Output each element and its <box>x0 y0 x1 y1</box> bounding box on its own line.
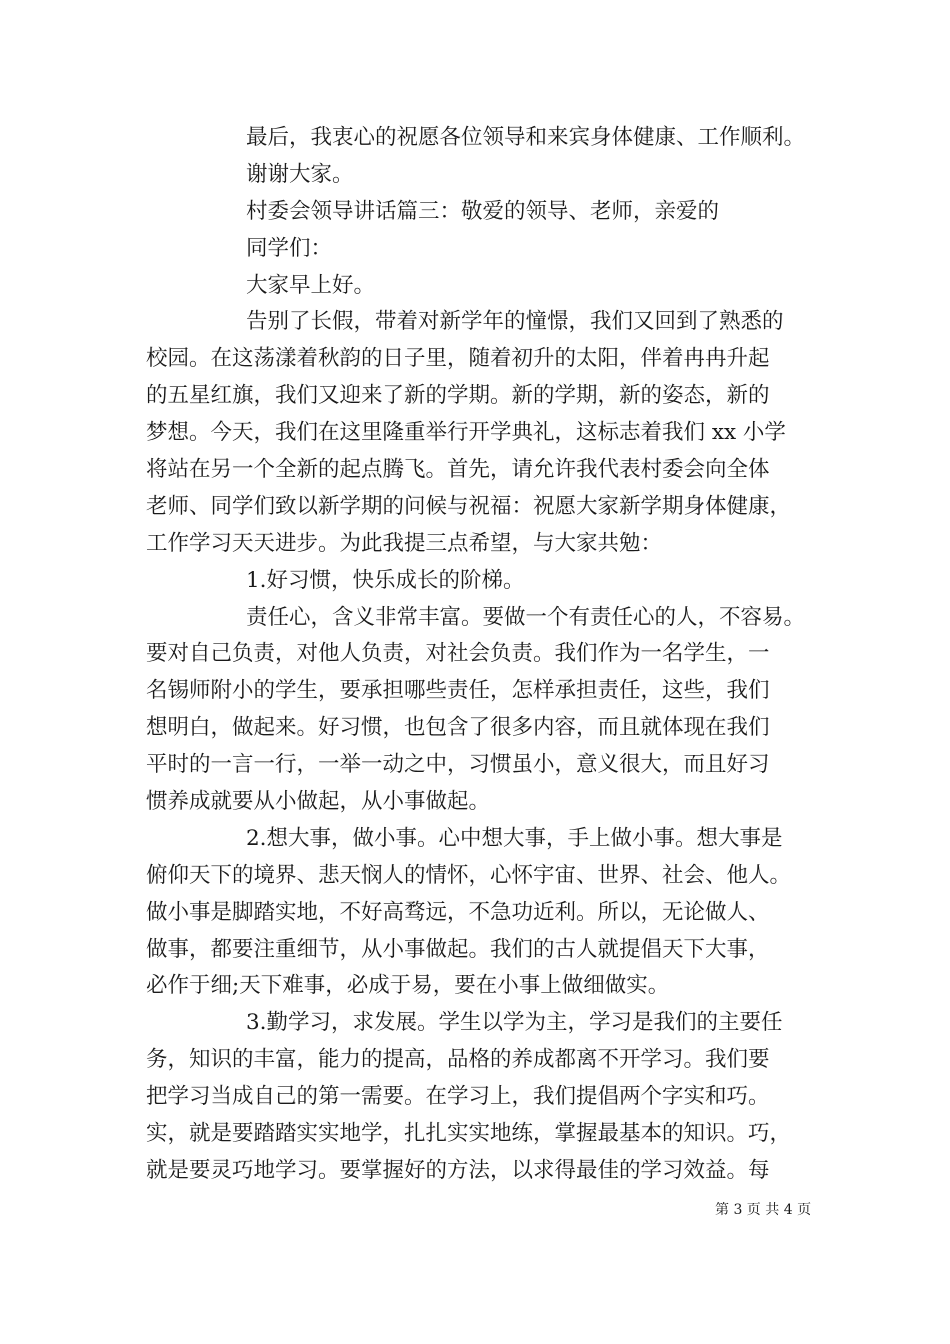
text-line: 校园。在这荡漾着秋韵的日子里，随着初升的太阳，伴着冉冉升起 <box>146 346 770 372</box>
text-line: 惯养成就要从小做起，从小事做起。 <box>146 789 491 815</box>
text-line: 做事，都要注重细节，从小事做起。我们的古人就提倡天下大事， <box>146 936 770 962</box>
text-line: 2.想大事，做小事。心中想大事，手上做小事。想大事是 <box>246 825 783 851</box>
text-line: 名锡师附小的学生，要承担哪些责任，怎样承担责任，这些，我们 <box>146 678 770 704</box>
text-line: 1.好习惯，快乐成长的阶梯。 <box>246 567 525 593</box>
text-line: 3.勤学习，求发展。学生以学为主，学习是我们的主要任 <box>246 1010 783 1036</box>
text-line: 就是要灵巧地学习。要掌握好的方法，以求得最佳的学习效益。每 <box>146 1157 770 1183</box>
text-line: 最后，我衷心的祝愿各位领导和来宾身体健康、工作顺利。 <box>246 125 806 150</box>
text-line: 告别了长假，带着对新学年的憧憬，我们又回到了熟悉的 <box>246 309 784 335</box>
text-line: 谢谢大家。 <box>246 161 354 187</box>
text-line: 的五星红旗，我们又迎来了新的学期。新的学期，新的姿态，新的 <box>146 383 770 409</box>
text-line: 村委会领导讲话篇三：敬爱的领导、老师，亲爱的 <box>246 198 720 224</box>
text-line: 必作于细;天下难事，必成于易，要在小事上做细做实。 <box>146 973 670 999</box>
text-line: 责任心，含义非常丰富。要做一个有责任心的人，不容易。 <box>246 604 806 630</box>
text-line: 大家早上好。 <box>246 272 376 298</box>
text-line: 梦想。今天，我们在这里隆重举行开学典礼，这标志着我们 xx 小学 <box>146 420 786 446</box>
text-line: 做小事是脚踏实地，不好高骛远，不急功近利。所以，无论做人、 <box>146 899 770 925</box>
text-line: 要对自己负责，对他人负责，对社会负责。我们作为一名学生，一 <box>146 641 770 667</box>
text-line: 老师、同学们致以新学期的问候与祝福：祝愿大家新学期身体健康， <box>146 493 792 519</box>
text-line: 平时的一言一行，一举一动之中，习惯虽小，意义很大，而且好习 <box>146 752 770 778</box>
page-number-footer: 第 3 页 共 4 页 <box>715 1202 812 1218</box>
text-line: 工作学习天天进步。为此我提三点希望，与大家共勉： <box>146 530 663 556</box>
text-line: 想明白，做起来。好习惯，也包含了很多内容，而且就体现在我们 <box>146 715 770 741</box>
text-line: 同学们： <box>246 235 333 261</box>
text-line: 实，就是要踏踏实实地学，扎扎实实地练，掌握最基本的知识。巧， <box>146 1121 792 1147</box>
text-line: 务，知识的丰富，能力的提高，品格的养成都离不开学习。我们要 <box>146 1047 770 1073</box>
document-body <box>146 120 826 1190</box>
text-line: 把学习当成自己的第一需要。在学习上，我们提倡两个字实和巧。 <box>146 1084 770 1110</box>
text-line: 俯仰天下的境界、悲天悯人的情怀，心怀宇宙、世界、社会、他人。 <box>146 862 792 888</box>
text-line: 将站在另一个全新的起点腾飞。首先，请允许我代表村委会向全体 <box>146 457 770 483</box>
